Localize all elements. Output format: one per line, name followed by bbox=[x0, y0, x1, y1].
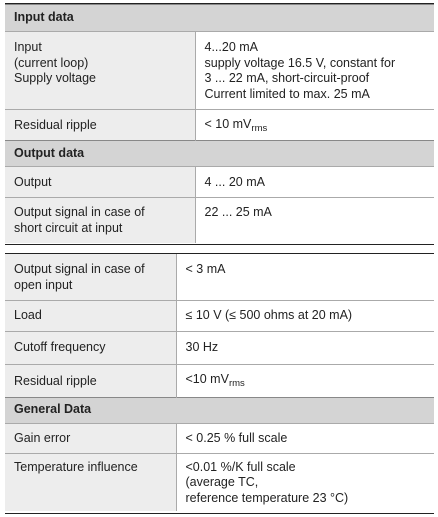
value-text: < 10 mV bbox=[204, 117, 252, 131]
table-row bbox=[5, 110, 434, 141]
label-line: Supply voltage bbox=[14, 71, 97, 85]
value-text: <10 mV bbox=[185, 371, 229, 386]
label-line: Output signal in case of bbox=[14, 205, 145, 219]
spec-table-upper bbox=[5, 4, 434, 243]
row-label: Load bbox=[5, 300, 176, 331]
row-value: ≤ 10 V (≤ 500 ohms at 20 mA) bbox=[176, 300, 434, 331]
table-row bbox=[5, 453, 434, 511]
row-label: Output bbox=[5, 167, 195, 198]
row-label bbox=[5, 198, 195, 243]
row-value bbox=[195, 110, 434, 141]
row-value bbox=[195, 32, 434, 110]
row-label: Residual ripple bbox=[5, 364, 176, 397]
table-row bbox=[5, 364, 434, 397]
bottom-rule bbox=[5, 513, 434, 514]
row-label: Gain error bbox=[5, 423, 176, 453]
row-label: Cutoff frequency bbox=[5, 331, 176, 364]
row-value bbox=[176, 364, 434, 397]
table-row bbox=[5, 167, 434, 198]
label-line: Input bbox=[14, 40, 42, 54]
label-line: Output signal in case of bbox=[14, 262, 145, 276]
label-line: short circuit at input bbox=[14, 220, 123, 235]
value-line: supply voltage 16.5 V, constant for bbox=[204, 55, 396, 70]
table-row bbox=[5, 32, 434, 110]
value-subscript: rms bbox=[228, 377, 245, 389]
value-line: (average TC, bbox=[185, 475, 259, 489]
section-header-general-data bbox=[5, 397, 434, 423]
row-label: Residual ripple bbox=[5, 110, 195, 141]
section-title: Output data bbox=[5, 141, 434, 167]
row-value: 4 ... 20 mA bbox=[195, 167, 434, 198]
table-row bbox=[5, 423, 434, 453]
section-header-input-data bbox=[5, 5, 434, 32]
row-value: < 3 mA bbox=[176, 254, 434, 300]
value-line: <0.01 %/K full scale bbox=[185, 459, 296, 474]
value-subscript: rms bbox=[251, 123, 268, 134]
table-row bbox=[5, 300, 434, 331]
section-title: Input data bbox=[5, 5, 434, 32]
table-row bbox=[5, 331, 434, 364]
row-value bbox=[176, 453, 434, 511]
table-break-rule-top bbox=[5, 244, 434, 245]
row-value: 30 Hz bbox=[176, 331, 434, 364]
section-title: General Data bbox=[5, 397, 434, 423]
section-header-output-data bbox=[5, 141, 434, 167]
spec-table-lower bbox=[5, 254, 434, 511]
row-label: Temperature influence bbox=[5, 453, 176, 511]
table-row bbox=[5, 198, 434, 243]
table-row bbox=[5, 254, 434, 300]
row-label bbox=[5, 254, 176, 300]
row-value: 22 ... 25 mA bbox=[195, 198, 434, 243]
row-value: < 0.25 % full scale bbox=[176, 423, 434, 453]
value-line: 3 ... 22 mA, short-circuit-proof bbox=[204, 71, 370, 85]
value-line: reference temperature 23 °C) bbox=[185, 490, 349, 505]
value-line: Current limited to max. 25 mA bbox=[204, 86, 370, 101]
row-label bbox=[5, 32, 195, 110]
label-line: (current loop) bbox=[14, 55, 89, 70]
label-line: open input bbox=[14, 277, 73, 292]
value-line: 4...20 mA bbox=[204, 40, 258, 54]
